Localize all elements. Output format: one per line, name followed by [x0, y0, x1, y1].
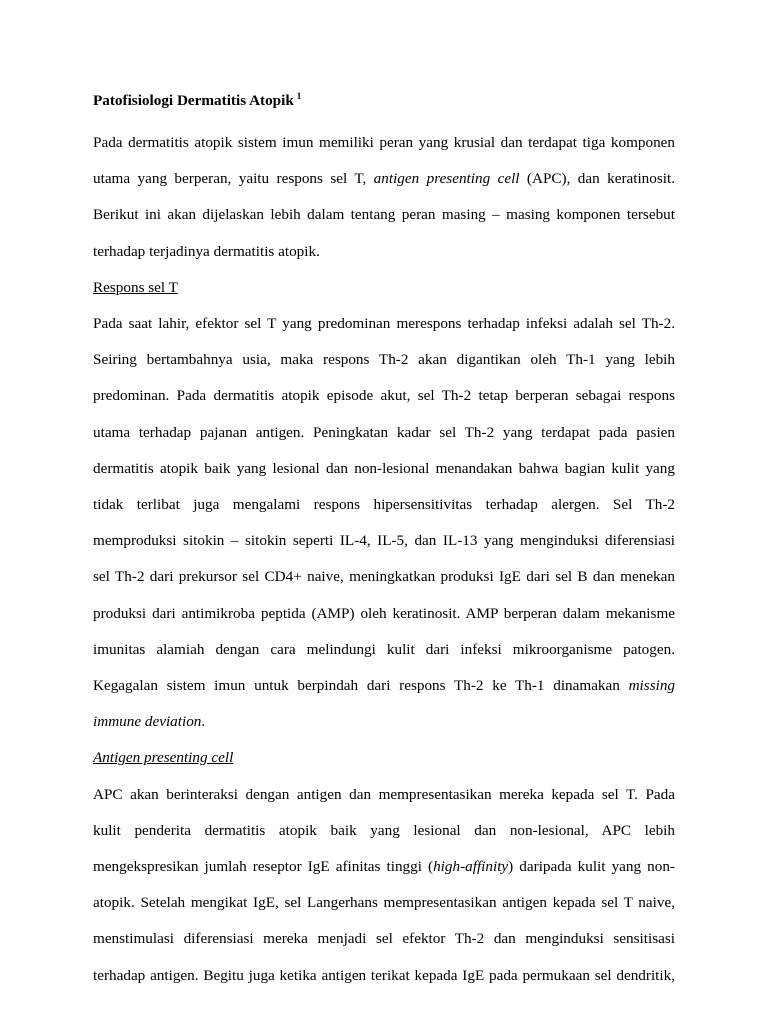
document-body: [93, 91, 675, 994]
paragraph-line: sel Th-2 dari prekursor sel CD4+ naive, meningkatkan produksi IgE dari sel B dan menekan: [93, 568, 675, 586]
paragraph-line: imunitas alamiah dengan cara melindungi kulit dari infeksi mikroorganisme patogen.: [93, 640, 675, 658]
section-heading-antigen-presenting-cell: Antigen presenting cell: [93, 749, 234, 767]
paragraph-line: Seiring bertambahnya usia, maka respons Th-2 akan digantikan oleh Th-1 yang lebih: [93, 351, 675, 369]
intro-line: Pada dermatitis atopik sistem imun memiliki peran yang krusial dan terdapat tiga komponen: [93, 134, 675, 151]
paragraph-line: APC akan berinteraksi dengan antigen dan mempresentasikan mereka kepada sel T. Pada: [93, 785, 675, 803]
page-title: [93, 91, 675, 112]
intro-line: utama yang berperan, yaitu respons sel T, antigen presenting cell (APC), dan keratinosit.: [93, 170, 676, 188]
paragraph-line: terhadap antigen. Begitu juga ketika antigen terikat kepada IgE pada permukaan sel dendritik,: [93, 966, 675, 984]
italic-term: high-affinity: [433, 858, 509, 876]
section2-paragraph: [93, 777, 675, 994]
italic-term: antigen presenting cell: [373, 170, 520, 188]
paragraph-line: utama terhadap pajanan antigen. Peningkatan kadar sel Th-2 yang terdapat pada pasien: [93, 423, 675, 441]
italic-term: missing: [628, 677, 676, 695]
paragraph-line: menstimulasi diferensiasi mereka menjadi sel efektor Th-2 dan menginduksi sensitisasi: [93, 930, 675, 948]
paragraph-line: kulit penderita dermatitis atopik baik yang lesional dan non-lesional, APC lebih: [93, 821, 675, 839]
intro-paragraph: [93, 125, 675, 270]
paragraph-line: predominan. Pada dermatitis atopik episode akut, sel Th-2 tetap berperan sebagai respons: [93, 387, 675, 405]
paragraph-line: immune deviation.: [93, 713, 206, 731]
paragraph-line: dermatitis atopik baik yang lesional dan non-lesional menandakan bahwa bagian kulit yang: [93, 459, 675, 477]
section-heading-respons-sel-t: Respons sel T: [93, 278, 178, 296]
page-title-text: Patofisiologi Dermatitis Atopik: [93, 92, 294, 109]
paragraph-line: produksi dari antimikroba peptida (AMP) oleh keratinosit. AMP berperan dalam mekanisme: [93, 604, 675, 622]
intro-line: terhadap terjadinya dermatitis atopik.: [93, 242, 320, 260]
section1-paragraph: [93, 306, 675, 740]
paragraph-line: Pada saat lahir, efektor sel T yang predominan merespons terhadap infeksi adalah sel Th-2.: [93, 315, 675, 333]
paragraph-line: tidak terlibat juga mengalami respons hipersensitivitas terhadap alergen. Sel Th-2: [93, 496, 675, 514]
intro-line: Berikut ini akan dijelaskan lebih dalam tentang peran masing – masing komponen tersebut: [93, 206, 675, 224]
paragraph-line: mengekspresikan jumlah reseptor IgE afinitas tinggi (high-affinity) daripada kulit yang non-: [93, 858, 675, 876]
italic-term: immune deviation: [93, 713, 202, 731]
paragraph-line: memproduksi sitokin – sitokin seperti IL-4, IL-5, dan IL-13 yang menginduksi diferensiasi: [93, 532, 675, 550]
paragraph-line: Kegagalan sistem imun untuk berpindah dari respons Th-2 ke Th-1 dinamakan missing: [93, 677, 676, 695]
paragraph-line: atopik. Setelah mengikat IgE, sel Langerhans mempresentasikan antigen kepada sel T naive,: [93, 894, 675, 912]
title-reference-number: 1: [296, 91, 302, 101]
